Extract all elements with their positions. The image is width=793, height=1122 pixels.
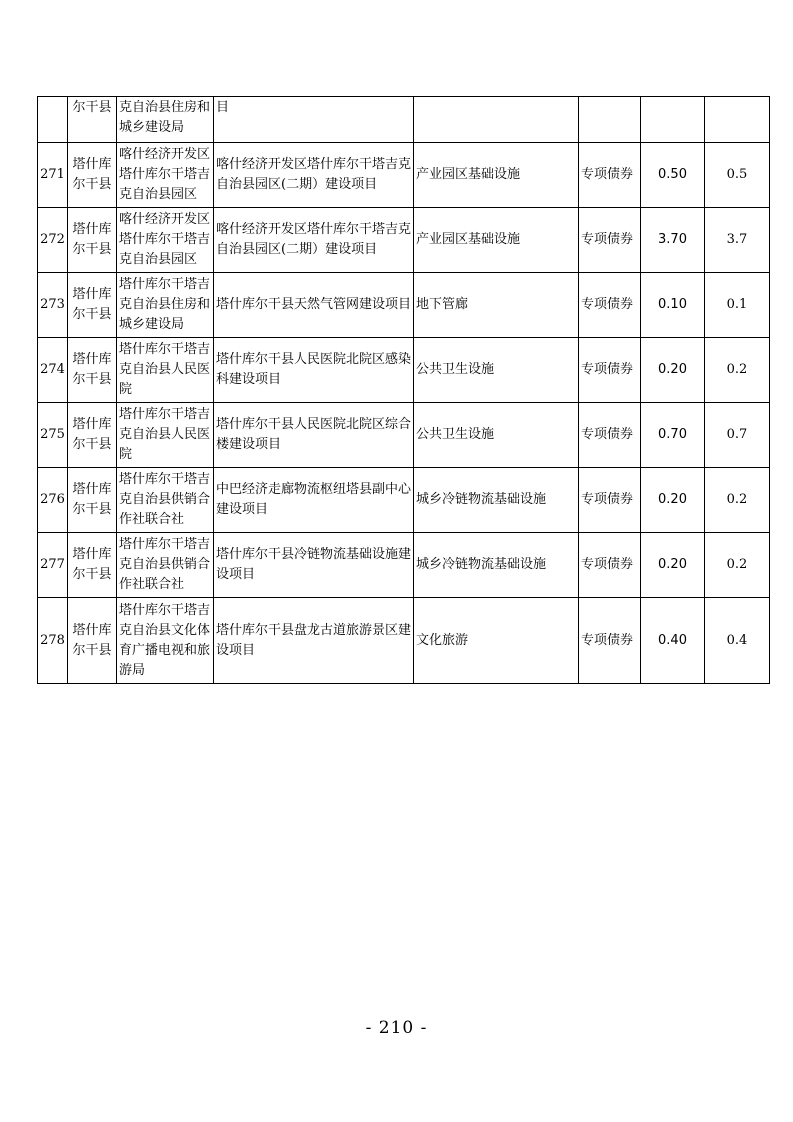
row-number: 273 — [38, 273, 68, 338]
table-row — [38, 598, 770, 684]
field-cell: 城乡冷链物流基础设施 — [414, 468, 579, 533]
row-number: 271 — [38, 143, 68, 208]
bond-type-cell: 专项债券 — [579, 403, 641, 468]
unit-cell: 克自治县住房和城乡建设局 — [117, 97, 214, 143]
field-cell: 公共卫生设施 — [414, 403, 579, 468]
bond-type-cell: 专项债券 — [579, 533, 641, 598]
amount2-cell: 0.2 — [705, 468, 770, 533]
project-cell: 塔什库尔干县人民医院北院区综合楼建设项目 — [214, 403, 414, 468]
bond-type-cell: 专项债券 — [579, 208, 641, 273]
county-cell: 塔什库尔干县 — [68, 598, 117, 684]
amount-cell: 0.10 — [641, 273, 705, 338]
county-cell: 塔什库尔干县 — [68, 533, 117, 598]
amount2-cell: 0.1 — [705, 273, 770, 338]
amount2-cell: 0.2 — [705, 338, 770, 403]
project-cell: 塔什库尔干县冷链物流基础设施建设项目 — [214, 533, 414, 598]
county-cell: 塔什库尔干县 — [68, 208, 117, 273]
project-cell: 塔什库尔干县天然气管网建设项目 — [214, 273, 414, 338]
project-cell: 目 — [214, 97, 414, 143]
amount-cell: 0.20 — [641, 338, 705, 403]
project-cell: 塔什库尔干县人民医院北院区感染科建设项目 — [214, 338, 414, 403]
bond-type-cell: 专项债券 — [579, 273, 641, 338]
row-number: 278 — [38, 598, 68, 684]
amount2-cell — [705, 97, 770, 143]
county-cell: 塔什库尔干县 — [68, 338, 117, 403]
amount-cell: 0.70 — [641, 403, 705, 468]
unit-cell: 塔什库尔干塔吉克自治县人民医院 — [117, 338, 214, 403]
unit-cell: 塔什库尔干塔吉克自治县供销合作社联合社 — [117, 468, 214, 533]
row-number: 277 — [38, 533, 68, 598]
field-cell: 产业园区基础设施 — [414, 143, 579, 208]
project-table — [37, 96, 770, 684]
table-row — [38, 533, 770, 598]
project-cell: 喀什经济开发区塔什库尔干塔吉克自治县园区(二期）建设项目 — [214, 143, 414, 208]
bond-type-cell — [579, 97, 641, 143]
field-cell: 地下管廊 — [414, 273, 579, 338]
bond-type-cell: 专项债券 — [579, 468, 641, 533]
field-cell — [414, 97, 579, 143]
row-number: 275 — [38, 403, 68, 468]
project-cell: 中巴经济走廊物流枢纽塔县副中心建设项目 — [214, 468, 414, 533]
amount2-cell: 0.4 — [705, 598, 770, 684]
table-row — [38, 97, 770, 143]
unit-cell: 塔什库尔干塔吉克自治县住房和城乡建设局 — [117, 273, 214, 338]
county-cell: 尔干县 — [68, 97, 117, 143]
project-cell: 塔什库尔干县盘龙古道旅游景区建设项目 — [214, 598, 414, 684]
bond-type-cell: 专项债券 — [579, 338, 641, 403]
amount-cell: 0.20 — [641, 468, 705, 533]
table-row — [38, 273, 770, 338]
table-row — [38, 338, 770, 403]
project-cell: 喀什经济开发区塔什库尔干塔吉克自治县园区(二期）建设项目 — [214, 208, 414, 273]
field-cell: 文化旅游 — [414, 598, 579, 684]
row-number: 272 — [38, 208, 68, 273]
amount-cell: 0.20 — [641, 533, 705, 598]
unit-cell: 塔什库尔干塔吉克自治县供销合作社联合社 — [117, 533, 214, 598]
bond-type-cell: 专项债券 — [579, 143, 641, 208]
field-cell: 产业园区基础设施 — [414, 208, 579, 273]
county-cell: 塔什库尔干县 — [68, 143, 117, 208]
amount2-cell: 0.5 — [705, 143, 770, 208]
amount2-cell: 3.7 — [705, 208, 770, 273]
table-row — [38, 143, 770, 208]
table-row — [38, 468, 770, 533]
amount-cell: 0.50 — [641, 143, 705, 208]
amount2-cell: 0.7 — [705, 403, 770, 468]
field-cell: 公共卫生设施 — [414, 338, 579, 403]
amount2-cell: 0.2 — [705, 533, 770, 598]
county-cell: 塔什库尔干县 — [68, 403, 117, 468]
row-number — [38, 97, 68, 143]
unit-cell: 喀什经济开发区塔什库尔干塔吉克自治县园区 — [117, 143, 214, 208]
county-cell: 塔什库尔干县 — [68, 468, 117, 533]
unit-cell: 喀什经济开发区塔什库尔干塔吉克自治县园区 — [117, 208, 214, 273]
row-number: 274 — [38, 338, 68, 403]
row-number: 276 — [38, 468, 68, 533]
table-body — [38, 97, 770, 684]
page-number: - 210 - — [365, 1018, 428, 1038]
field-cell: 城乡冷链物流基础设施 — [414, 533, 579, 598]
table-row — [38, 403, 770, 468]
unit-cell: 塔什库尔干塔吉克自治县文化体育广播电视和旅游局 — [117, 598, 214, 684]
unit-cell: 塔什库尔干塔吉克自治县人民医院 — [117, 403, 214, 468]
bond-type-cell: 专项债券 — [579, 598, 641, 684]
amount-cell — [641, 97, 705, 143]
amount-cell: 0.40 — [641, 598, 705, 684]
county-cell: 塔什库尔干县 — [68, 273, 117, 338]
amount-cell: 3.70 — [641, 208, 705, 273]
table-row — [38, 208, 770, 273]
